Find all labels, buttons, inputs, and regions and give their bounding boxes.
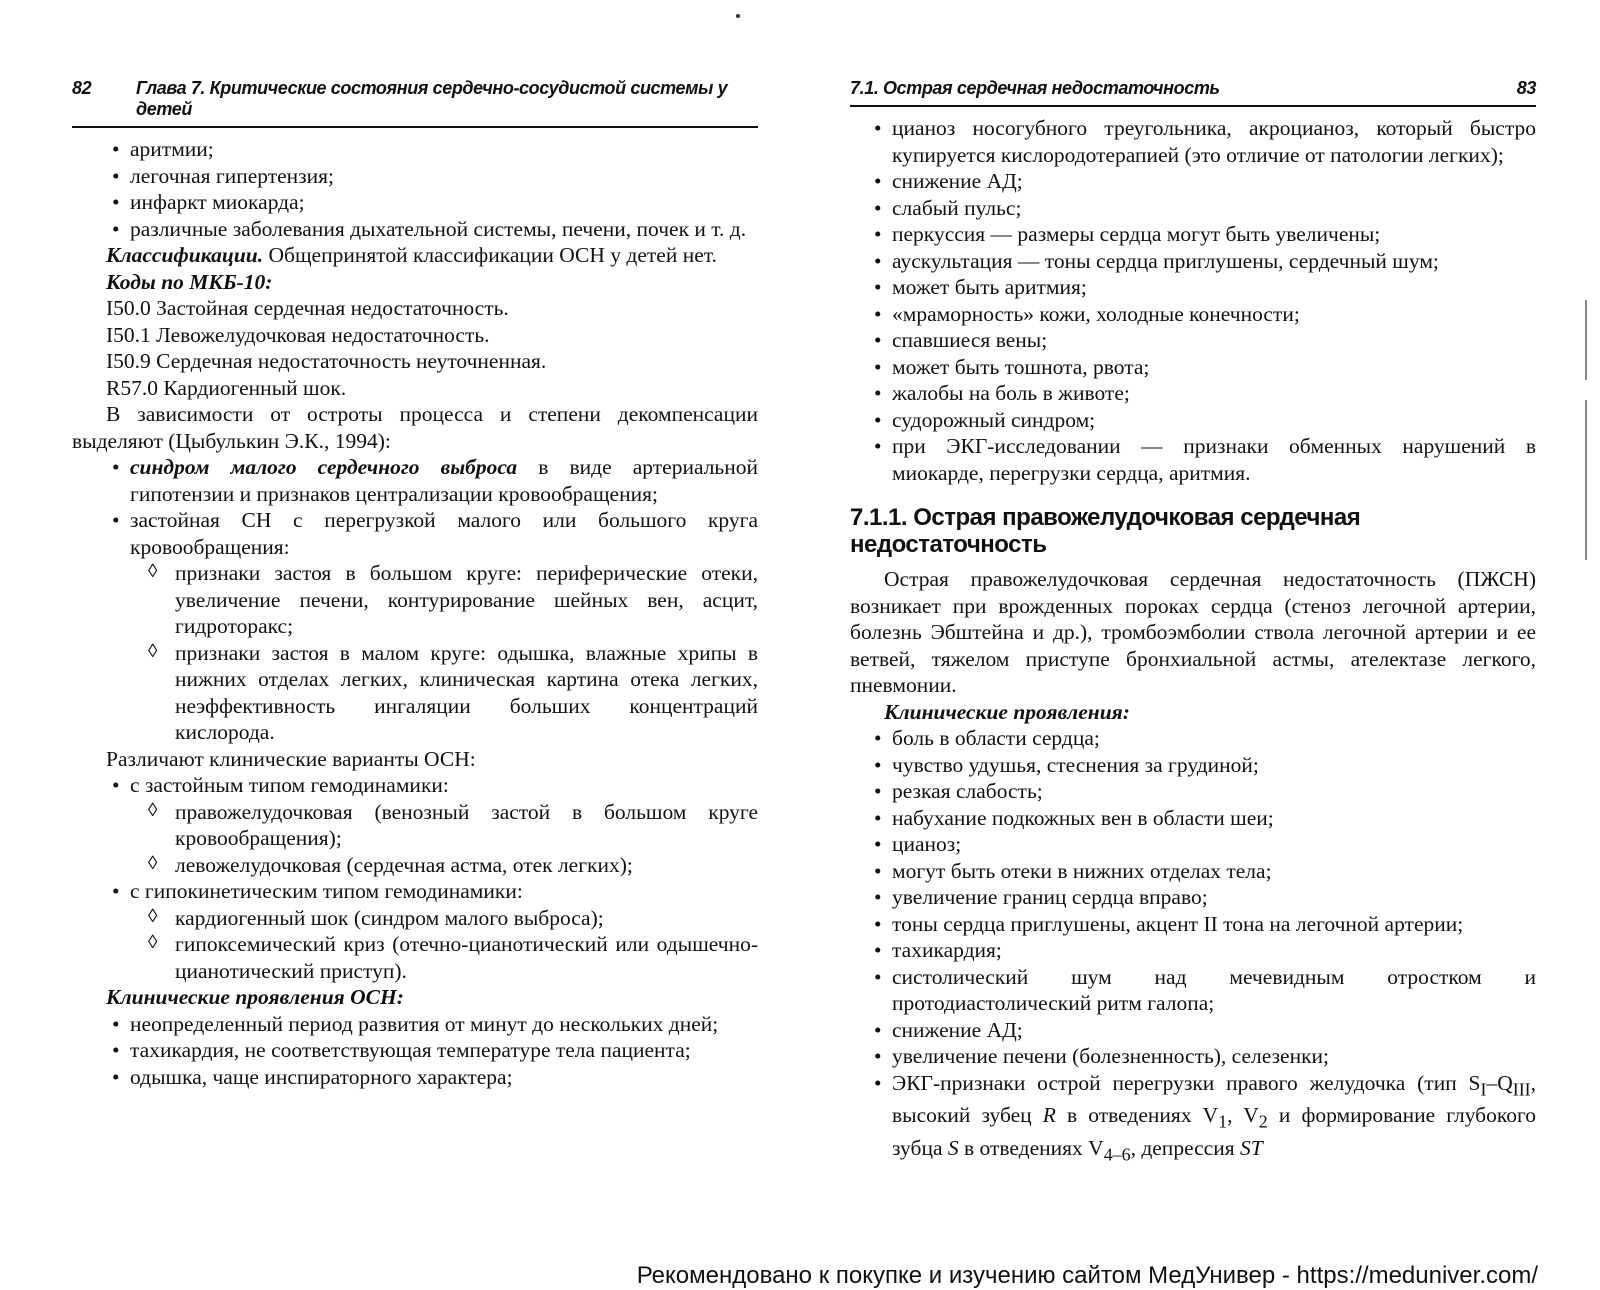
sub-list	[130, 560, 758, 746]
list-item: • цианоз носогубного треугольника, акроцианоз, который быстро купируется кислородотерапией (это отличие от патологии легких);	[850, 115, 1536, 168]
symptom-list	[850, 115, 1536, 486]
left-page	[72, 78, 758, 1090]
list-item	[72, 772, 758, 878]
list-item: • систолический шум над мечевидным отростком и протодиастолический ритм галопа;	[850, 964, 1536, 1017]
list-item: • снижение АД;	[850, 168, 1536, 195]
list-item: • могут быть отеки в нижних отделах тела;	[850, 858, 1536, 885]
clinical-list	[72, 1011, 758, 1091]
scan-edge-mark	[1585, 400, 1587, 560]
list-item	[72, 454, 758, 507]
sub-list-item: ◊ признаки застоя в большом круге: периферические отеки, увеличение печени, контурирование шейных вен, асцит, гидроторакс;	[130, 560, 758, 640]
icd-code: I50.0 Застойная сердечная недостаточность.	[106, 296, 509, 320]
left-body	[72, 136, 758, 1090]
subscript: 4–6	[1103, 1144, 1131, 1165]
sub-list-item: ◊ признаки застоя в малом круге: одышка, влажные хрипы в нижних отделах легких, клиническая картина отека легких, неэффективность ингаляции больших концентраций кислорода.	[130, 640, 758, 746]
list-item: • увеличение границ сердца вправо;	[850, 884, 1536, 911]
sub-list-item: ◊ правожелудочковая (венозный застой в большом круге кровообращения);	[130, 799, 758, 852]
classification-paragraph	[72, 242, 758, 269]
decompensation-intro: В зависимости от остроты процесса и степени декомпенсации выделяют (Цыбулькин Э.К., 1994):	[72, 402, 758, 453]
subscript: I	[1480, 1078, 1487, 1099]
variants-intro: Различают клинические варианты ОСН:	[106, 746, 476, 771]
list-item: • тоны сердца приглушены, акцент II тона на легочной артерии;	[850, 911, 1536, 938]
list-item: • чувство удушья, стеснения за грудиной;	[850, 752, 1536, 779]
list-item: • набухание подкожных вен в области шеи;	[850, 805, 1536, 832]
wave-label: ST	[1240, 1136, 1263, 1161]
list-item: • неопределенный период развития от минут до нескольких дней;	[72, 1011, 758, 1038]
list-item: • при ЭКГ-исследовании — признаки обменных нарушений в миокарде, перегрузки сердца, аритмия.	[850, 433, 1536, 486]
list-item: • может быть аритмия;	[850, 274, 1536, 301]
wave-label: R	[1042, 1103, 1056, 1128]
list-item: • «мраморность» кожи, холодные конечности;	[850, 301, 1536, 328]
chapter-title: Глава 7. Критические состояния сердечно-сосудистой системы у детей	[136, 78, 728, 119]
list-item: • снижение АД;	[850, 1017, 1536, 1044]
list-item: • слабый пульс;	[850, 195, 1536, 222]
right-body	[850, 115, 1536, 1168]
clinical-header: Клинические проявления:	[884, 699, 1130, 724]
icd-header: Коды по МКБ-10:	[106, 269, 273, 294]
list-item: • инфаркт миокарда;	[72, 189, 758, 216]
ecg-text: в отведениях V	[1055, 1103, 1219, 1128]
ecg-text: и формирование глубокого зубца	[892, 1103, 1536, 1161]
ecg-text: ЭКГ-признаки острой перегрузки правого желудочка (тип S	[892, 1070, 1481, 1095]
sub-list	[130, 799, 758, 879]
variant-label: с гипокинетическим типом гемодинамики:	[130, 879, 523, 903]
congestive-item: застойная СН с перегрузкой малого или большого круга кровообращения:	[130, 508, 758, 559]
ecg-text: , V	[1227, 1103, 1259, 1128]
clinical-list	[850, 725, 1536, 1168]
list-item: • судорожный синдром;	[850, 407, 1536, 434]
list-item	[72, 878, 758, 984]
right-page	[850, 78, 1536, 1168]
subscript: 1	[1218, 1111, 1228, 1132]
ecg-text: , высокий зубец	[892, 1070, 1536, 1128]
clinical-header: Клинические проявления ОСН:	[106, 985, 404, 1009]
ecg-text: , депрессия	[1130, 1136, 1240, 1161]
wave-label: S	[947, 1136, 959, 1161]
scan-edge-mark	[1585, 300, 1587, 380]
scan-dot	[736, 14, 740, 18]
sub-list	[130, 905, 758, 985]
list-item: • тахикардия, не соответствующая температуре тела пациента;	[72, 1037, 758, 1064]
running-head-left	[72, 78, 758, 128]
list-item: • тахикардия;	[850, 937, 1536, 964]
list-item: • различные заболевания дыхательной системы, печени, почек и т. д.	[72, 216, 758, 243]
list-item: • легочная гипертензия;	[72, 163, 758, 190]
page-number: 83	[1516, 78, 1536, 98]
ecg-list-item	[850, 1070, 1536, 1168]
footer-recommendation: Рекомендовано к покупке и изучению сайтом МедУнивер - https://meduniver.com/	[636, 1262, 1538, 1289]
sub-list-item: ◊ левожелудочковая (сердечная астма, отек легких);	[130, 852, 758, 879]
list-item: • боль в области сердца;	[850, 725, 1536, 752]
sub-list-item: ◊ гипоксемический криз (отечно-цианотический или одышечно-цианотический приступ).	[130, 931, 758, 984]
page-number: 82	[72, 78, 92, 98]
classification-text: Общепринятой классификации ОСН у детей нет.	[263, 243, 717, 267]
list-item: • резкая слабость;	[850, 778, 1536, 805]
syndrome-description: в виде артериальной гипотензии и признаков централизации кровообращения;	[130, 455, 758, 506]
running-head-right	[850, 78, 1536, 107]
list-item: • аритмии;	[72, 136, 758, 163]
ecg-text: в отведениях V	[958, 1136, 1104, 1161]
risk-list	[72, 136, 758, 242]
list-item: • одышка, чаще инспираторного характера;	[72, 1064, 758, 1091]
syndrome-term: синдром малого сердечного выброса	[130, 455, 518, 479]
ecg-text: –Q	[1486, 1070, 1513, 1095]
list-item: • цианоз;	[850, 831, 1536, 858]
variants-list	[72, 772, 758, 984]
list-item: • перкуссия — размеры сердца могут быть увеличены;	[850, 221, 1536, 248]
icd-code: I50.9 Сердечная недостаточность неуточненная.	[106, 349, 547, 373]
section-heading: 7.1.1. Острая правожелудочковая сердечная недостаточность	[850, 504, 1361, 558]
decompensation-list	[72, 454, 758, 746]
list-item: • аускультация — тоны сердца приглушены, сердечный шум;	[850, 248, 1536, 275]
list-item: • жалобы на боль в животе;	[850, 380, 1536, 407]
classification-label: Классификации.	[106, 243, 264, 267]
list-item: • увеличение печени (болезненность), селезенки;	[850, 1043, 1536, 1070]
sub-list-item: ◊ кардиогенный шок (синдром малого выброса);	[130, 905, 758, 932]
list-item: • спавшиеся вены;	[850, 327, 1536, 354]
subscript: III	[1512, 1078, 1531, 1099]
list-item	[72, 507, 758, 746]
section-paragraph: Острая правожелудочковая сердечная недостаточность (ПЖСН) возникает при врожденных пороках сердца (стеноз легочной артерии, болезнь Эбштейна и др.), тромбоэмболии ствола легочной артерии и ее ветвей, тяжелом приступе бронхиальной астмы, ателектазе легкого, пневмонии.	[850, 567, 1536, 697]
list-item: • может быть тошнота, рвота;	[850, 354, 1536, 381]
variant-label: с застойным типом гемодинамики:	[130, 773, 449, 797]
icd-code: R57.0 Кардиогенный шок.	[106, 375, 347, 400]
subscript: 2	[1258, 1111, 1268, 1132]
section-running-title: 7.1. Острая сердечная недостаточность	[850, 78, 1220, 98]
icd-code: I50.1 Левожелудочковая недостаточность.	[106, 322, 490, 347]
